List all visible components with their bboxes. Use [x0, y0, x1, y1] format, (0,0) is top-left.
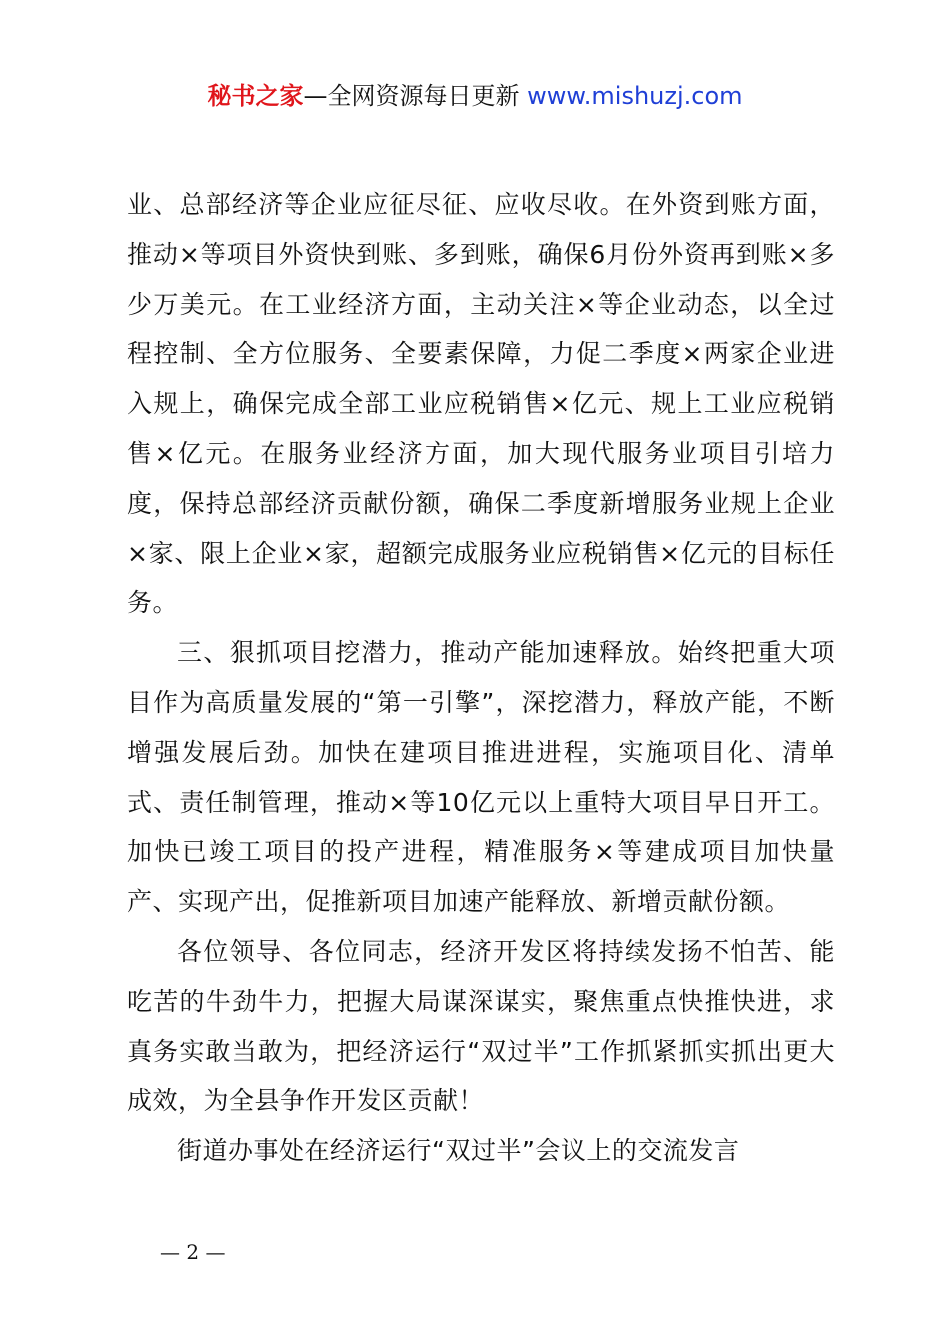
site-url-link[interactable]: www.mishuzj.com: [527, 82, 743, 110]
page-number: — 2 —: [160, 1240, 226, 1264]
site-header: [0, 78, 950, 114]
document-body: [127, 180, 835, 1176]
paragraph-continuation: 业、总部经济等企业应征尽征、应收尽收。在外资到账方面，推动×等项目外资快到账、多到账，确保6月份外资再到账×多少万美元。在工业经济方面，主动关注×等企业动态，以全过程控制、全方位服务、全要素保障，力促二季度×两家企业进入规上，确保完成全部工业应税销售×亿元、规上工业应税销售×亿元。在服务业经济方面，加大现代服务业项目引培力度，保持总部经济贡献份额，确保二季度新增服务业规上企业×家、限上企业×家，超额完成服务业应税销售×亿元的目标任务。: [127, 190, 835, 618]
paragraph-section-three: 三、狠抓项目挖潜力，推动产能加速释放。始终把重大项目作为高质量发展的“第一引擎”，深挖潜力，释放产能，不断增强发展后劲。加快在建项目推进进程，实施项目化、清单式、责任制管理，推动×等10亿元以上重特大项目早日开工。加快已竣工项目的投产进程，精准服务×等建成项目加快量产、实现产出，促推新项目加速产能释放、新增贡献份额。: [127, 638, 835, 917]
brand-name: 秘书之家: [207, 82, 304, 110]
header-tagline: —全网资源每日更新: [303, 82, 520, 110]
paragraph-title-line: 街道办事处在经济运行“双过半”会议上的交流发言: [177, 1136, 740, 1166]
paragraph-closing: 各位领导、各位同志，经济开发区将持续发扬不怕苦、能吃苦的牛劲牛力，把握大局谋深谋实，聚焦重点快推快进，求真务实敢当敢为，把经济运行“双过半”工作抓紧抓实抓出更大成效，为全县争作开发区贡献！: [127, 936, 835, 1116]
